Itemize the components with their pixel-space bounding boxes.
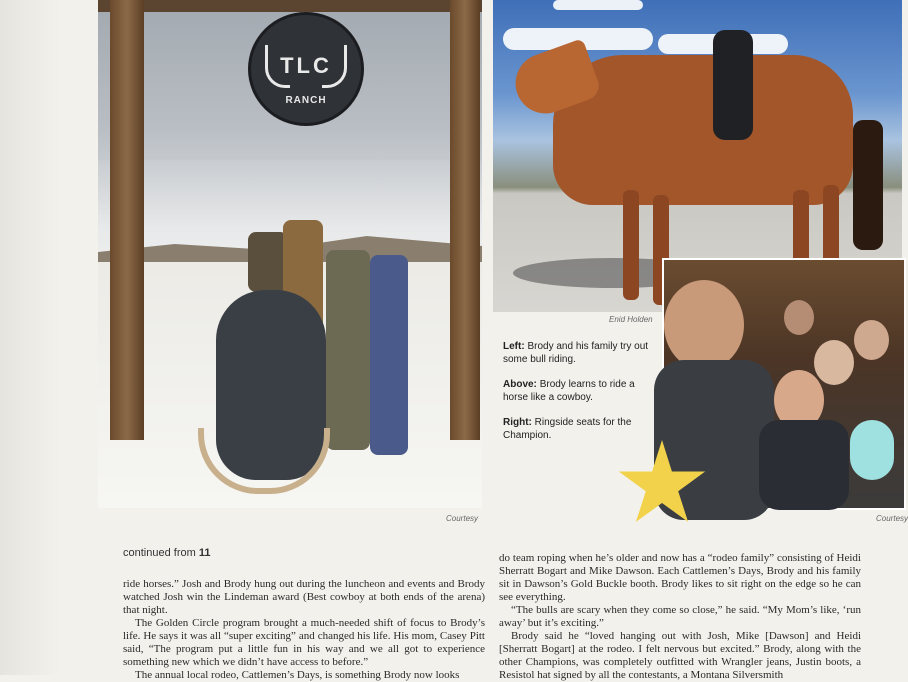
- logo-letters: TLC: [280, 53, 332, 78]
- man-face: [664, 280, 744, 370]
- article-column-right: [499, 552, 861, 682]
- cotton-candy: [850, 420, 894, 480]
- paragraph: ride horses.” Josh and Brody hung out during the luncheon and events and Brody watched Josh win the Lindeman award (Best cowboy at both ends of the arena) that night.: [123, 578, 485, 616]
- paragraph: The Golden Circle program brought a much-needed shift of focus to Brody’s life. He says it was all “super exciting” and changed his life. His mom, Casey Pitt said, “The program put a little fun in his way and we all got to experience something new which we didn’t have access to before.”: [123, 617, 485, 668]
- crowd-face: [814, 340, 854, 385]
- paragraph: Brody said he “loved hanging out with Josh, Mike [Dawson] and Heidi [Sherratt Bogart] at the rodeo. I felt nervous but excited.” Brody, along with the other Champions, was completely outfitted with Wrangler jeans, Justin boots, a Resistol hat signed by all the contestants, a Montana Silversmith: [499, 630, 861, 681]
- continued-from: continued from 11: [123, 547, 211, 559]
- boy-jacket: [759, 420, 849, 510]
- person-figure: [248, 232, 288, 292]
- woman-figure: [326, 250, 370, 450]
- man-figure: [370, 255, 408, 455]
- caption-above: Above: Brody learns to ride a horse like a cowboy.: [503, 379, 635, 403]
- article-column-left: [123, 578, 485, 682]
- horse-leg: [623, 190, 639, 300]
- tlc-ranch-sign: [248, 12, 364, 126]
- cloud: [553, 0, 643, 10]
- photo-caption: [503, 340, 653, 454]
- paragraph: do team roping when he’s older and now has a “rodeo family” consisting of Heidi Sherratt Bogart and Mike Dawson. Each Cattlemen’s Days, Brody and his family sit in Dawson’s Gold Buckle booth. Brody likes to sit right on the edge so he can see everything.: [499, 552, 861, 603]
- caption-left: Left: Brody and his family try out some bull riding.: [503, 341, 649, 365]
- photo-credit-horse: Enid Holden: [609, 315, 653, 324]
- photo-credit-ranch: Courtesy: [446, 514, 479, 523]
- paragraph: “The bulls are scary when they come so close,” he said. “My Mom’s like, ‘run away’ but it’s exciting.”: [499, 604, 861, 629]
- paragraph: The annual local rodeo, Cattlemen’s Days, is something Brody now looks: [135, 669, 460, 681]
- boy-rider: [713, 30, 753, 140]
- horse-tail: [853, 120, 883, 250]
- page-margin: [0, 0, 60, 675]
- logo-word: RANCH: [285, 95, 327, 106]
- ranch-family-photo: [98, 0, 482, 508]
- gate-post-left: [110, 0, 144, 440]
- caption-right: Right: Ringside seats for the Champion.: [503, 417, 632, 441]
- gate-post-right: [450, 0, 480, 440]
- crowd-face: [854, 320, 889, 360]
- gate-beam: [98, 0, 482, 12]
- crowd-face: [784, 300, 814, 335]
- photo-credit-ringside: Courtesy: [876, 514, 908, 523]
- horse: [553, 55, 853, 205]
